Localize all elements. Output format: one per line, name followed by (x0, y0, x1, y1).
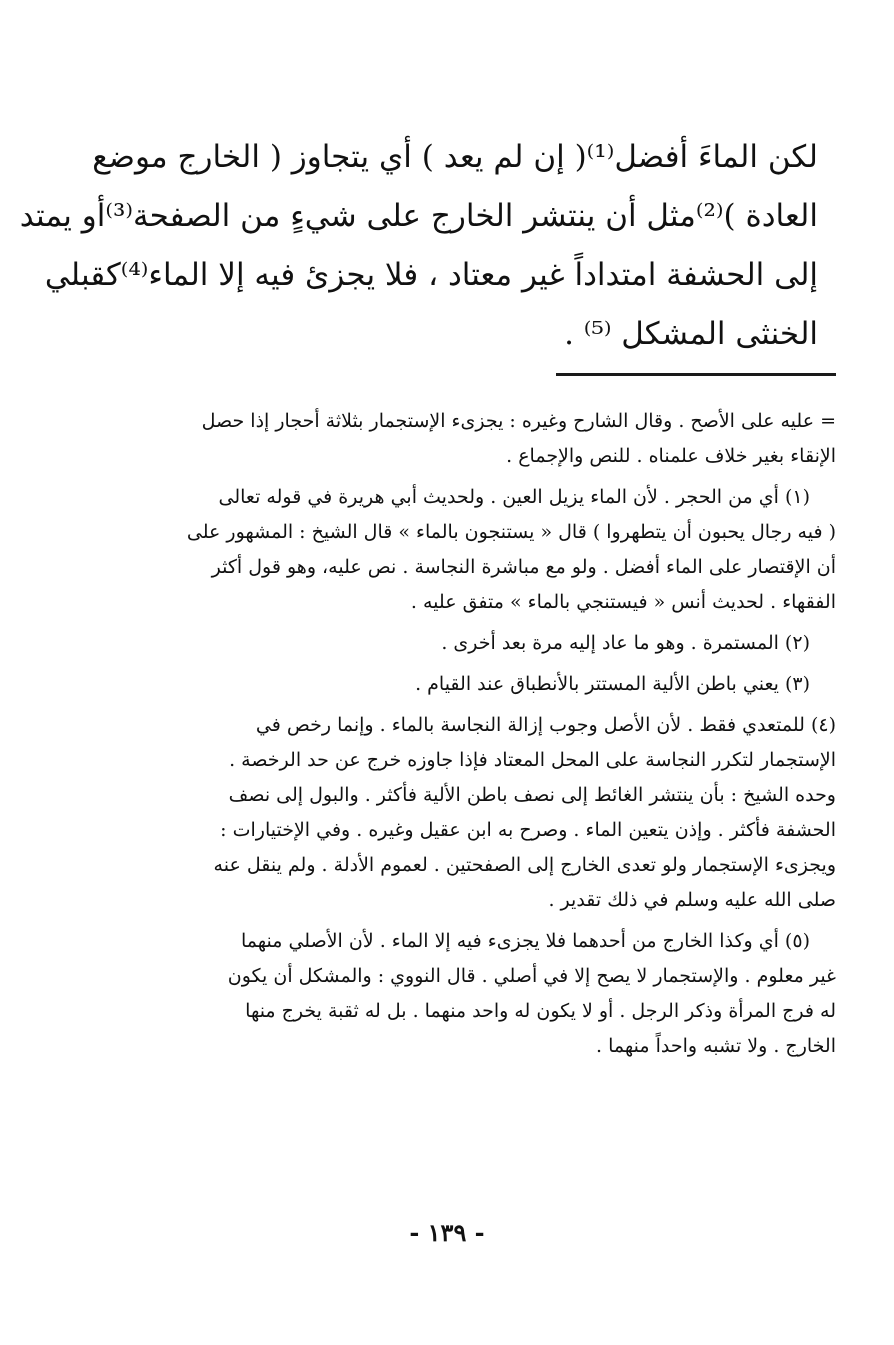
footnote-line: = عليه على الأصح . وقال الشارح وغيره : يجزىء الإستجمار بثلاثة أحجار إذا حصل (201, 410, 836, 432)
footnote-line: ( فيه رجال يحبون أن يتطهروا ) قال « يستنجون بالماء » قال الشيخ : المشهور على (186, 521, 836, 543)
footnote-line: الإنقاء بغير خلاف علمناه . للنص والإجماع . (506, 445, 836, 467)
footnote-line: (٢) المستمرة . وهو ما عاد إليه مرة بعد أخرى . (441, 632, 810, 654)
footnote-line: غير معلوم . والإستجمار لا يصح إلا في أصلي . قال النووي : والمشكل أن يكون (227, 965, 836, 987)
footnote-divider (556, 373, 836, 376)
main-text-line: الخنثى المشكل ⁽⁵⁾ . (564, 316, 818, 352)
footnote-continuation (102, 404, 836, 474)
page-number: - ١٣٩ - (409, 1218, 485, 1247)
footnote-line: الخارج . ولا تشبه واحداً منهما . (596, 1035, 836, 1057)
footnote-2 (102, 626, 836, 661)
footnote-line: وحده الشيخ : بأن ينتشر الغائط إلى نصف باطن الألية فأكثر . والبول إلى نصف (228, 784, 836, 806)
footnote-line: (٣) يعني باطن الألية المستتر بالأنطباق عند القيام . (415, 673, 810, 695)
footnote-line: ويجزىء الإستجمار ولو تعدى الخارج إلى الصفحتين . لعموم الأدلة . ولم ينقل عنه (213, 854, 836, 876)
footnote-line: أن الإقتصار على الماء أفضل . ولو مع مباشرة النجاسة . نص عليه، وهو قول أكثر (211, 556, 836, 578)
main-text-line: لكن الماءَ أفضل⁽¹⁾( إن لم يعد ) أي يتجاوز ( الخارج موضع (92, 139, 818, 175)
footnote-line: (١) أي من الحجر . لأن الماء يزيل العين . ولحديث أبي هريرة في قوله تعالى (218, 486, 810, 508)
footnote-line: الإستجمار لتكرر النجاسة على المحل المعتاد فإذا جاوزه خرج عن حد الرخصة . (229, 749, 836, 771)
footnote-line: الفقهاء . لحديث أنس « فيستنجي بالماء » متفق عليه . (410, 591, 836, 613)
footnote-4 (102, 708, 836, 918)
footnote-line: (٥) أي وكذا الخارج من أحدهما فلا يجزىء فيه إلا الماء . لأن الأصلي منهما (240, 930, 810, 952)
footnote-line: صلى الله عليه وسلم في ذلك تقدير . (548, 889, 836, 911)
footnote-line: الحشفة فأكثر . وإذن يتعين الماء . وصرح به ابن عقيل وغيره . وفي الإختيارات : (220, 819, 836, 841)
main-text-line: العادة )⁽²⁾مثل أن ينتشر الخارج على شيءٍ من الصفحة⁽³⁾أو يمتد (19, 198, 818, 234)
footnotes-block (102, 404, 836, 1070)
footnote-5 (102, 924, 836, 1064)
main-text-line: إلى الحشفة امتداداً غير معتاد ، فلا يجزئ فيه إلا الماء⁽⁴⁾كقبلي (44, 257, 818, 293)
main-text-block (19, 128, 818, 364)
footnote-1 (102, 480, 836, 620)
footnote-line: له فرج المرأة وذكر الرجل . أو لا يكون له واحد منهما . بل له ثقبة يخرج منها (245, 1000, 836, 1022)
footnote-line: (٤) للمتعدي فقط . لأن الأصل وجوب إزالة النجاسة بالماء . وإنما رخص في (255, 714, 836, 736)
footnote-3 (102, 667, 836, 702)
